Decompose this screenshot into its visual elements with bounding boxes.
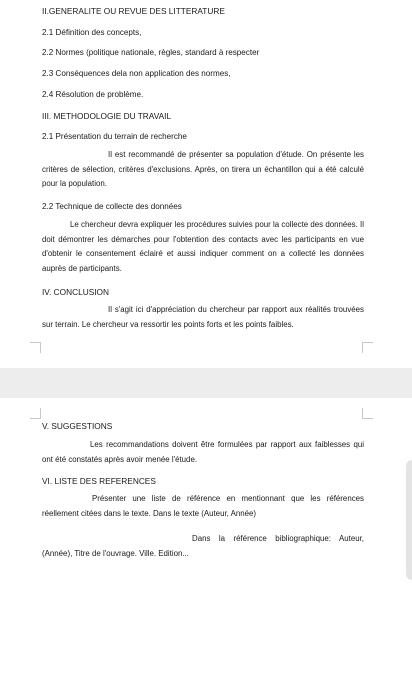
heading-conclusion: IV. CONCLUSION (42, 287, 110, 297)
crop-mark-top-left (30, 408, 41, 419)
subsection-2-1: 2.1 Définition des concepts, (42, 28, 142, 37)
paragraph-references-1 (42, 492, 364, 521)
paragraph-conclusion (42, 303, 364, 332)
page-separator (0, 368, 412, 398)
crop-mark-top-right (362, 408, 373, 419)
subsection-terrain: 2.1 Présentation du terrain de recherche (42, 132, 187, 141)
crop-mark-bottom-right (362, 342, 373, 353)
paragraph-references-2 (42, 532, 364, 561)
crop-mark-bottom-left (30, 342, 41, 353)
heading-generalite: II.GENERALITE OU REVUE DES LITTERATURE (42, 6, 225, 16)
paragraph-collecte-text: Le chercheur devra expliquer les procédures suivies pour la collecte des données. Il doit démontrer les démarches pour l'obtention des contacts avec les participants en vue d'obtenir le consentement éclairé et aussi indiquer comment on a collecté les données auprès de participants. (42, 220, 364, 273)
subsection-collecte: 2.2 Technique de collecte des données (42, 202, 182, 211)
heading-references: VI. LISTE DES REFERENCES (42, 476, 156, 486)
paragraph-references-1-text: Présenter une liste de référence en mentionnant que les références réellement citées dans le texte. Dans le texte (Auteur, Année) (42, 494, 364, 518)
subsection-2-3: 2.3 Conséquences dela non application des normes, (42, 69, 231, 78)
document-page-2 (0, 398, 412, 698)
paragraph-suggestions (42, 438, 364, 467)
heading-suggestions: V. SUGGESTIONS (42, 421, 113, 431)
subsection-2-2: 2.2 Normes (politique nationale, règles, standard à respecter (42, 48, 260, 57)
paragraph-terrain (42, 148, 364, 192)
paragraph-collecte (42, 218, 364, 276)
paragraph-terrain-text: Il est recommandé de présenter sa population d'étude. On présente les critères de sélection, critères d'exclusions. Après, on tirera un échantillon qui a été calculé pour la population. (42, 150, 364, 188)
heading-methodologie: III. METHODOLOGIE DU TRAVAIL (42, 111, 172, 121)
paragraph-suggestions-text: Les recommandations doivent être formulées par rapport aux faiblesses qui ont été constatés après avoir menée l'étude. (42, 440, 364, 464)
subsection-2-4: 2.4 Résolution de problème. (42, 90, 144, 99)
paragraph-references-2-text: Dans la référence bibliographique: Auteur, (Année), Titre de l'ouvrage. Ville. Edition... (42, 534, 364, 558)
side-scroll-handle[interactable] (406, 460, 412, 580)
paragraph-conclusion-text: Il s'agit ici d'appréciation du chercheur par rapport aux réalités trouvées sur terrain. Le chercheur va ressortir les points forts et les points faibles. (42, 305, 364, 329)
